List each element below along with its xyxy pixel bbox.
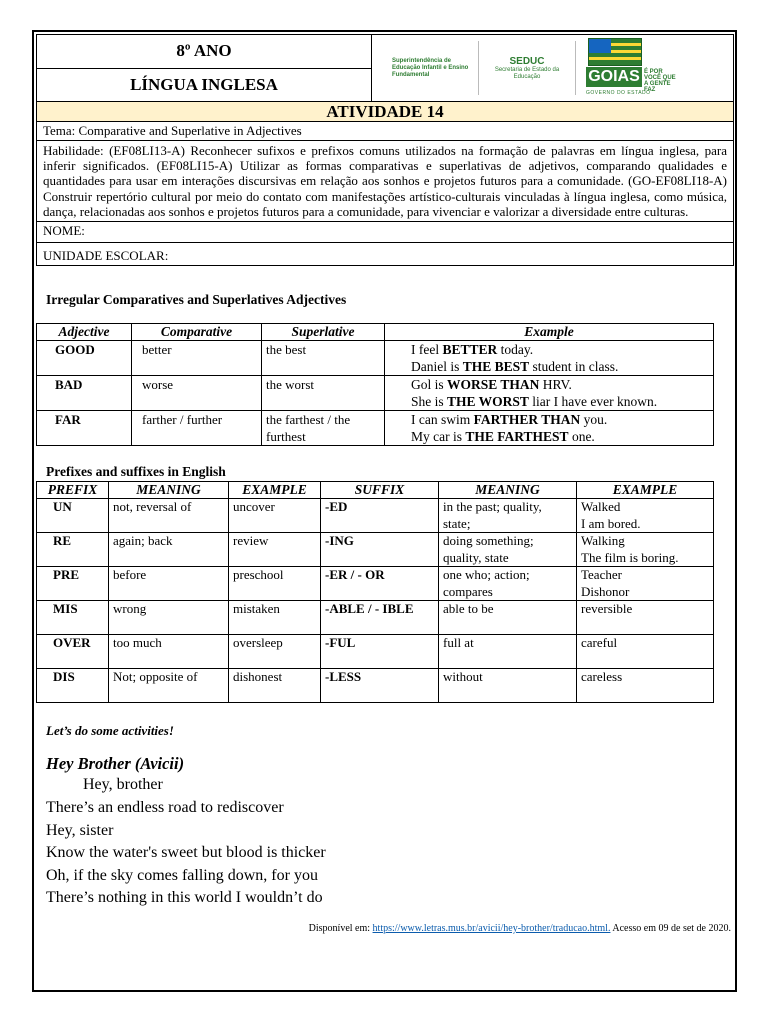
nome-field: NOME: — [37, 222, 733, 243]
example-cell — [385, 341, 714, 376]
comparative-cell: worse — [132, 376, 262, 411]
suffix-meaning-cell: without — [439, 669, 577, 703]
suffix-meaning-cell: one who; action; compares — [439, 567, 577, 601]
prefix-meaning-cell: not, reversal of — [109, 499, 229, 533]
source-credit — [309, 923, 731, 934]
grade-label: 8º ANO — [176, 41, 232, 61]
example-text: one. — [568, 429, 595, 444]
suffix-cell: -FUL — [321, 635, 439, 669]
suffix-cell: -ER / - OR — [321, 567, 439, 601]
example-text: Daniel is — [411, 359, 463, 374]
prefix-example-cell: preschool — [229, 567, 321, 601]
table-row — [37, 341, 714, 376]
header-prefix-meaning: MEANING — [109, 482, 229, 499]
irregular-table — [36, 323, 714, 446]
prefix-cell: DIS — [37, 669, 109, 703]
example-cell — [385, 376, 714, 411]
table-row — [37, 567, 714, 601]
prefix-cell: RE — [37, 533, 109, 567]
suffix-example-cell — [577, 601, 714, 635]
suffix-example-cell — [577, 635, 714, 669]
comparative-cell: farther / further — [132, 411, 262, 446]
lyric-line: Know the water's sweet but blood is thicker — [46, 844, 326, 861]
suffix-cell: -ABLE / - IBLE — [321, 601, 439, 635]
affixes-section-title: Prefixes and suffixes in English — [46, 464, 226, 479]
suffix-example-1: Walking — [581, 533, 625, 548]
prefix-cell: UN — [37, 499, 109, 533]
suffix-example-cell — [577, 499, 714, 533]
example-keyword: BETTER — [442, 342, 498, 357]
prefix-meaning-cell: Not; opposite of — [109, 669, 229, 703]
goias-flag-icon — [588, 38, 642, 66]
suffix-cell: -LESS — [321, 669, 439, 703]
goias-subtitle: GOVERNO DO ESTADO — [586, 90, 651, 96]
logo-divider — [478, 41, 479, 95]
example-keyword: THE WORST — [447, 394, 529, 409]
example-text: student in class. — [529, 359, 619, 374]
seduc-subtitle: Secretaria de Estado da Educação — [494, 66, 560, 80]
table-row — [37, 601, 714, 635]
example-keyword: THE BEST — [462, 359, 530, 374]
suffix-meaning-cell: full at — [439, 635, 577, 669]
suffix-example-2: I am bored. — [581, 515, 641, 531]
header-prefix-example: EXAMPLE — [229, 482, 321, 499]
goias-slogan: É POR VOCÊ QUE A GENTE FAZ — [644, 69, 676, 93]
example-line-1 — [411, 341, 709, 358]
example-keyword: THE FARTHEST — [465, 429, 569, 444]
header-prefix: PREFIX — [37, 482, 109, 499]
lyric-line: There’s nothing in this world I wouldn’t do — [46, 889, 323, 906]
header-comparative: Comparative — [132, 324, 262, 341]
lyric-line: There’s an endless road to rediscover — [46, 799, 284, 816]
header-suffix-example: EXAMPLE — [577, 482, 714, 499]
unidade-field: UNIDADE ESCOLAR: — [43, 248, 169, 264]
example-text: I can swim — [411, 412, 474, 427]
suffix-cell: -ED — [321, 499, 439, 533]
goias-logo — [584, 36, 676, 100]
prefix-cell: MIS — [37, 601, 109, 635]
suffix-example-2: The film is boring. — [581, 549, 679, 565]
prefix-meaning-cell: wrong — [109, 601, 229, 635]
song-title: Hey Brother (Avicii) — [46, 754, 185, 773]
suffix-example-cell — [577, 669, 714, 703]
table-row — [37, 411, 714, 446]
example-line-1 — [411, 411, 709, 428]
seduc-title: SEDUC — [509, 55, 545, 67]
example-line-2 — [411, 393, 709, 410]
goias-wordmark: GOIAS — [586, 67, 642, 87]
header-top-row — [37, 35, 733, 102]
example-text: you. — [580, 412, 608, 427]
adjective-cell: FAR — [37, 411, 132, 446]
credit-suffix: Acesso em 09 de set de 2020. — [610, 923, 731, 934]
suffix-example-1: Walked — [581, 499, 621, 514]
suffix-example-2: Dishonor — [581, 583, 630, 599]
suffix-meaning-cell: doing something; quality, state — [439, 533, 577, 567]
table-header-row — [37, 324, 714, 341]
suffix-example-1: reversible — [581, 601, 633, 616]
logo-divider — [575, 41, 576, 95]
suffix-example-cell — [577, 533, 714, 567]
header-suffix: SUFFIX — [321, 482, 439, 499]
irregular-section-title: Irregular Comparatives and Superlatives Adjectives — [46, 292, 347, 307]
prefix-example-cell: uncover — [229, 499, 321, 533]
suffix-example-1: careless — [581, 669, 623, 684]
prefix-meaning-cell: again; back — [109, 533, 229, 567]
subject-label: LÍNGUA INGLESA — [37, 68, 371, 102]
table-row — [37, 376, 714, 411]
source-link[interactable]: https://www.letras.mus.br/avicii/hey-brother/traducao.html. — [372, 923, 611, 934]
header-superlative: Superlative — [262, 324, 385, 341]
tema-line: Tema: Comparative and Superlative in Adjectives — [37, 122, 733, 141]
header-suffix-meaning: MEANING — [439, 482, 577, 499]
example-keyword: WORSE THAN — [447, 377, 540, 392]
header-adjective: Adjective — [37, 324, 132, 341]
suffix-meaning-cell: able to be — [439, 601, 577, 635]
lyric-line: Hey, sister — [46, 822, 114, 839]
example-text: My car is — [411, 429, 466, 444]
example-text: She is — [411, 394, 448, 409]
table-row — [37, 669, 714, 703]
superlative-cell: the farthest / the furthest — [262, 411, 385, 446]
table-row — [37, 499, 714, 533]
superlative-cell: the best — [262, 341, 385, 376]
example-text: liar I have ever known. — [528, 394, 658, 409]
table-row — [37, 533, 714, 567]
seduc-logo — [487, 56, 567, 81]
example-cell — [385, 411, 714, 446]
adjective-cell: GOOD — [37, 341, 132, 376]
example-line-2 — [411, 358, 709, 375]
prefix-meaning-cell: too much — [109, 635, 229, 669]
example-text: today. — [497, 342, 534, 357]
example-text: Gol is — [411, 377, 448, 392]
prefix-example-cell: review — [229, 533, 321, 567]
header-example: Example — [385, 324, 714, 341]
activity-title: ATIVIDADE 14 — [37, 102, 733, 122]
prefix-cell: PRE — [37, 567, 109, 601]
example-text: I feel — [411, 342, 443, 357]
suffix-example-1: Teacher — [581, 567, 622, 582]
example-line-1 — [411, 376, 709, 393]
comparative-cell: better — [132, 341, 262, 376]
suffix-example-cell — [577, 567, 714, 601]
table-row — [37, 635, 714, 669]
prefix-example-cell: mistaken — [229, 601, 321, 635]
lyric-line: Hey, brother — [83, 776, 163, 793]
example-text: HRV. — [539, 377, 572, 392]
table-header-row — [37, 482, 714, 499]
prefix-meaning-cell: before — [109, 567, 229, 601]
example-keyword: FARTHER THAN — [473, 412, 581, 427]
prefix-example-cell: dishonest — [229, 669, 321, 703]
suffix-cell: -ING — [321, 533, 439, 567]
affixes-table — [36, 481, 714, 703]
suffix-meaning-cell: in the past; quality, state; — [439, 499, 577, 533]
habilidade-paragraph: Habilidade: (EF08LI13-A) Reconhecer sufixos e prefixos comuns utilizados na formação de palavras em língua inglesa, para inferir significados. (EF08LI15-A) Utilizar as formas comparativas e superlativas de adjetivos, comparando qualidades e quantidades para usar em interações discursivas em relação aos sonhos e projetos futuros para a comunidade. (GO-EF08LI18-A) Construir repertório cultural por meio do contato com manifestações artístico-culturais vinculadas à língua inglesa, como música, dança, relacionadas aos sonhos e projetos futuros para a comunidade, para vivenciar e valorizar a diversidade entre culturas. — [37, 141, 733, 222]
prefix-example-cell: oversleep — [229, 635, 321, 669]
lyric-line: Oh, if the sky comes falling down, for you — [46, 867, 318, 884]
credit-prefix: Disponível em: — [308, 923, 373, 934]
adjective-cell: BAD — [37, 376, 132, 411]
activities-intro: Let’s do some activities! — [46, 723, 174, 738]
superlative-cell: the worst — [262, 376, 385, 411]
worksheet-header — [36, 34, 734, 266]
example-line-2 — [411, 428, 709, 445]
logos-block — [372, 35, 733, 101]
superintendencia-logo: Superintendência de Educação Infantil e Ensino Fundamental — [392, 57, 469, 78]
grade-subject-block — [37, 35, 372, 101]
prefix-cell: OVER — [37, 635, 109, 669]
suffix-example-1: careful — [581, 635, 618, 650]
